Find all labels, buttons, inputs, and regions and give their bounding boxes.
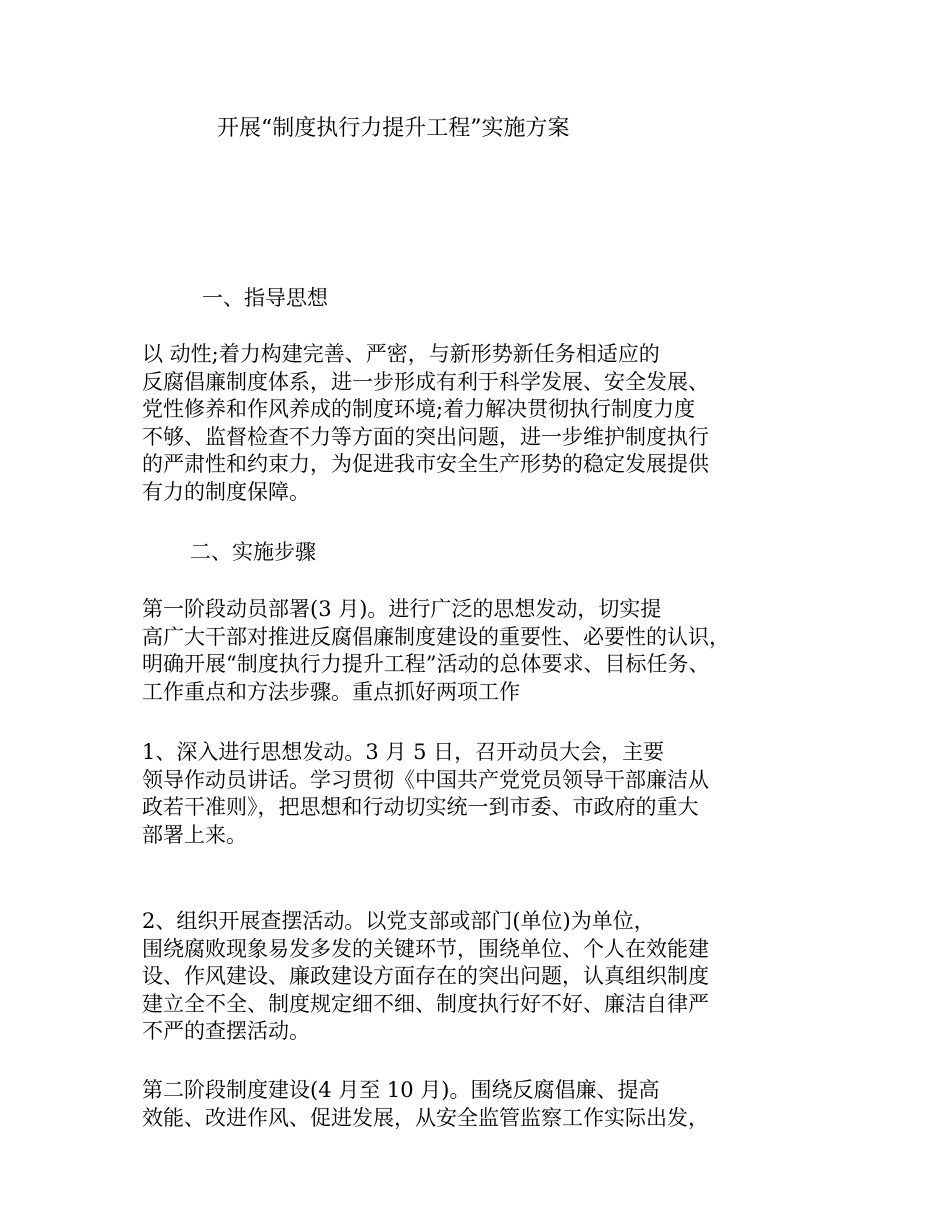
paragraph-stage-one — [142, 596, 730, 706]
paragraph-line: 建立全不全、制度规定细不细、制度执行好不好、廉洁自律严 — [142, 991, 709, 1016]
paragraph-line: 效能、改进作风、促进发展，从安全监管监察工作实际出发， — [142, 1105, 709, 1130]
paragraph-line: 有力的制度保障。 — [142, 479, 310, 504]
paragraph-line: 第二阶段制度建设(4 月至 10 月)。围绕反腐倡廉、提高 — [142, 1078, 660, 1102]
paragraph-item-two — [142, 908, 709, 1046]
paragraph-line: 不严的查摆活动。 — [142, 1019, 310, 1043]
paragraph-line: 政若干准则》，把思想和行动切实统一到市委、市政府的重大 — [142, 795, 699, 819]
paragraph-line: 1、深入进行思想发动。3 月 5 日，召开动员大会，主要 — [142, 740, 665, 764]
paragraph-item-one — [142, 739, 709, 849]
paragraph-line: 第一阶段动员部署(3 月)。进行广泛的思想发动，切实提 — [142, 597, 662, 621]
paragraph-line: 高广大干部对推进反腐倡廉制度建设的重要性、必要性的认识， — [142, 624, 730, 649]
paragraph-line: 设、作风建设、廉政建设方面存在的突出问题，认真组织制度 — [142, 964, 709, 988]
section-heading-guiding-ideology: 一、指导思想 — [202, 286, 328, 310]
paragraph-line: 的严肃性和约束力，为促进我市安全生产形势的稳定发展提供 — [142, 452, 709, 476]
paragraph-line: 党性修养和作风养成的制度环境;着力解决贯彻执行制度力度 — [142, 397, 696, 421]
paragraph-line: 以 动性;着力构建完善、严密，与新形势新任务相适应的 — [142, 342, 660, 366]
paragraph-line: 明确开展“制度执行力提升工程”活动的总体要求、目标任务、 — [142, 652, 710, 676]
paragraph-stage-two — [142, 1077, 709, 1132]
section-heading-implementation-steps: 二、实施步骤 — [190, 540, 316, 564]
paragraph-line: 反腐倡廉制度体系，进一步形成有利于科学发展、安全发展、 — [142, 369, 709, 394]
paragraph-line: 部署上来。 — [142, 822, 247, 847]
paragraph-line: 领导作动员讲话。学习贯彻《中国共产党党员领导干部廉洁从 — [142, 767, 709, 792]
paragraph-line: 不够、监督检查不力等方面的突出问题，进一步维护制度执行 — [142, 424, 709, 449]
paragraph-line: 2、组织开展查摆活动。以党支部或部门(单位)为单位， — [142, 909, 655, 933]
document-title: 开展“制度执行力提升工程”实施方案 — [217, 116, 570, 141]
paragraph-guiding-ideology — [142, 341, 709, 506]
paragraph-line: 围绕腐败现象易发多发的关键环节，围绕单位、个人在效能建 — [142, 936, 709, 961]
paragraph-line: 工作重点和方法步骤。重点抓好两项工作 — [142, 679, 520, 704]
